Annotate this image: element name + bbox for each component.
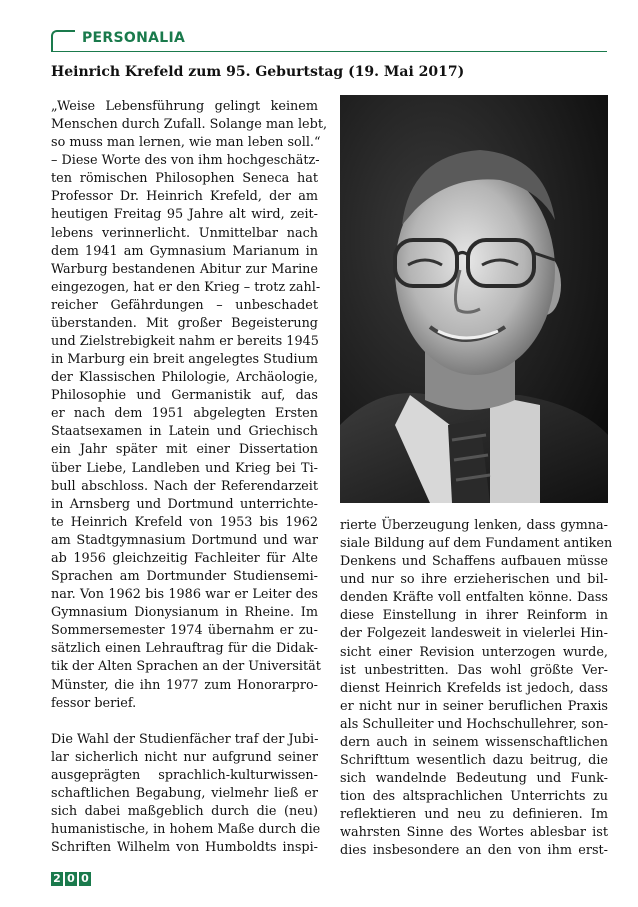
text-line: humanistische, in hohem Maße durch die xyxy=(51,822,321,838)
text-line: bull abschloss. Nach der Referendarzeit xyxy=(51,478,318,494)
text-line: dienst Heinrich Krefelds ist jedoch, dass xyxy=(340,680,608,696)
text-line: eingezogen, hat er den Krieg – trotz zahl- xyxy=(51,279,321,295)
text-line: Schriften Wilhelm von Humboldts inspi- xyxy=(51,840,318,856)
text-line: sicht einer Revision unterzogen wurde, xyxy=(340,644,608,660)
text-line: sich dabei maßgeblich durch die (neu) xyxy=(51,804,318,820)
text-line: rierte Überzeugung lenken, dass gymna- xyxy=(340,518,608,533)
text-line: dern auch in seinem wissenschaftlichen xyxy=(340,734,608,750)
text-line: der Folgezeit landesweit in vielerlei Hin- xyxy=(340,626,608,642)
text-line: Professor Dr. Heinrich Krefeld, der am xyxy=(51,189,318,205)
text-line: lebens verinnerlicht. Unmittelbar nach xyxy=(51,225,318,241)
page-digit: 2 xyxy=(51,872,63,886)
text-line: dem 1941 am Gymnasium Marianum in xyxy=(51,243,318,259)
right-text-column xyxy=(340,517,613,860)
text-line: ten römischen Philosophen Seneca hat xyxy=(51,171,318,187)
text-line: er nicht nur in seiner beruflichen Praxis xyxy=(340,698,608,714)
text-line: Denkens und Schaffens aufbauen müsse xyxy=(340,554,608,570)
section-header xyxy=(51,30,607,54)
text-line: er nach dem 1951 abgelegten Ersten xyxy=(51,406,318,422)
text-line: Warburg bestandenen Abitur zur Marine xyxy=(51,261,318,277)
portrait-image xyxy=(340,95,608,503)
paragraph-gap xyxy=(51,713,318,731)
text-line: fessor berief. xyxy=(51,695,137,711)
paragraph-2 xyxy=(51,731,321,858)
text-line: reicher Gefährdungen – unbeschadet xyxy=(51,297,318,313)
text-line: über Liebe, Landleben und Krieg bei Ti- xyxy=(51,460,318,476)
header-corner-bracket xyxy=(51,30,75,52)
header-rule xyxy=(51,51,607,52)
text-line: lar sicherlich nicht nur aufgrund seiner xyxy=(51,749,318,765)
text-line: Gymnasium Dionysianum in Rheine. Im xyxy=(51,605,318,621)
text-line: der Klassischen Philologie, Archäologie, xyxy=(51,370,318,386)
text-line: in Arnsberg und Dortmund unterrichte- xyxy=(51,496,318,512)
text-line: Die Wahl der Studienfächer traf der Jubi- xyxy=(51,731,319,747)
text-line: Schrifttum wesentlich dazu beitrug, die xyxy=(340,753,608,769)
text-line: ein Jahr später mit einer Dissertation xyxy=(51,442,318,458)
text-line: heutigen Freitag 95 Jahre alt wird, zeit- xyxy=(51,207,318,223)
text-line: sich wandelnde Bedeutung und Funk- xyxy=(340,771,608,787)
left-text-column xyxy=(51,98,328,857)
text-line: dies insbesondere an den von ihm erst- xyxy=(340,843,608,859)
text-line: und nur so ihre erzieherischen und bil- xyxy=(340,572,608,588)
text-line: tion des altsprachlichen Unterrichts zu xyxy=(340,789,608,805)
text-line: Münster, die ihn 1977 zum Honorarpro- xyxy=(51,677,318,693)
page-digit: 0 xyxy=(79,872,91,886)
page-digit: 0 xyxy=(65,872,77,886)
paragraph-1 xyxy=(51,98,328,713)
section-label: PERSONALIA xyxy=(82,30,186,46)
text-line: am Stadtgymnasium Dortmund und war xyxy=(51,532,318,548)
text-line: Sprachen am Dortmunder Studiensemi- xyxy=(51,569,318,585)
text-line: denden Kräfte voll entfalten könne. Dass xyxy=(340,590,608,606)
text-line: reflektieren und neu zu definieren. Im xyxy=(340,807,608,823)
text-line: siale Bildung auf dem Fundament antiken xyxy=(340,536,613,552)
text-line: tik der Alten Sprachen an der Universität xyxy=(51,659,321,675)
text-line: ab 1956 gleichzeitig Fachleiter für Alte xyxy=(51,550,318,566)
text-line: ausgeprägten sprachlich-kulturwissen- xyxy=(51,767,318,783)
text-line: als Schulleiter und Hochschullehrer, son- xyxy=(340,716,609,732)
text-line: Sommersemester 1974 übernahm er zu- xyxy=(51,623,318,639)
paragraph-2-continued xyxy=(340,517,613,860)
text-line: wahrsten Sinne des Wortes ablesbar ist xyxy=(340,825,608,841)
text-line: Menschen durch Zufall. Solange man lebt, xyxy=(51,117,328,133)
text-line: schaftlichen Begabung, vielmehr ließ er xyxy=(51,785,318,801)
article-title: Heinrich Krefeld zum 95. Geburtstag (19. Mai 2017) xyxy=(51,64,465,80)
text-line: – Diese Worte des von ihm hochgeschätz- xyxy=(51,153,320,169)
text-line: nar. Von 1962 bis 1986 war er Leiter des xyxy=(51,587,318,603)
text-line: diese Einstellung in ihrer Reinform in xyxy=(340,608,608,624)
portrait-photo xyxy=(340,95,608,503)
text-line: und Zielstrebigkeit nahm er bereits 1945 xyxy=(51,334,319,350)
text-line: Philosophie und Germanistik auf, das xyxy=(51,388,318,404)
text-line: „Weise Lebensführung gelingt keinem xyxy=(51,99,318,114)
text-line: so muss man lernen, wie man leben soll.“ xyxy=(51,135,321,151)
text-line: in Marburg ein breit angelegtes Studium xyxy=(51,352,318,368)
text-line: Staatsexamen in Latein und Griechisch xyxy=(51,424,318,440)
text-line: te Heinrich Krefeld von 1953 bis 1962 xyxy=(51,514,318,530)
page-number xyxy=(51,872,91,886)
text-line: überstanden. Mit großer Begeisterung xyxy=(51,315,318,331)
text-line: ist unbestritten. Das wohl größte Ver- xyxy=(340,662,608,678)
text-line: sätzlich einen Lehrauftrag für die Didak- xyxy=(51,641,318,657)
